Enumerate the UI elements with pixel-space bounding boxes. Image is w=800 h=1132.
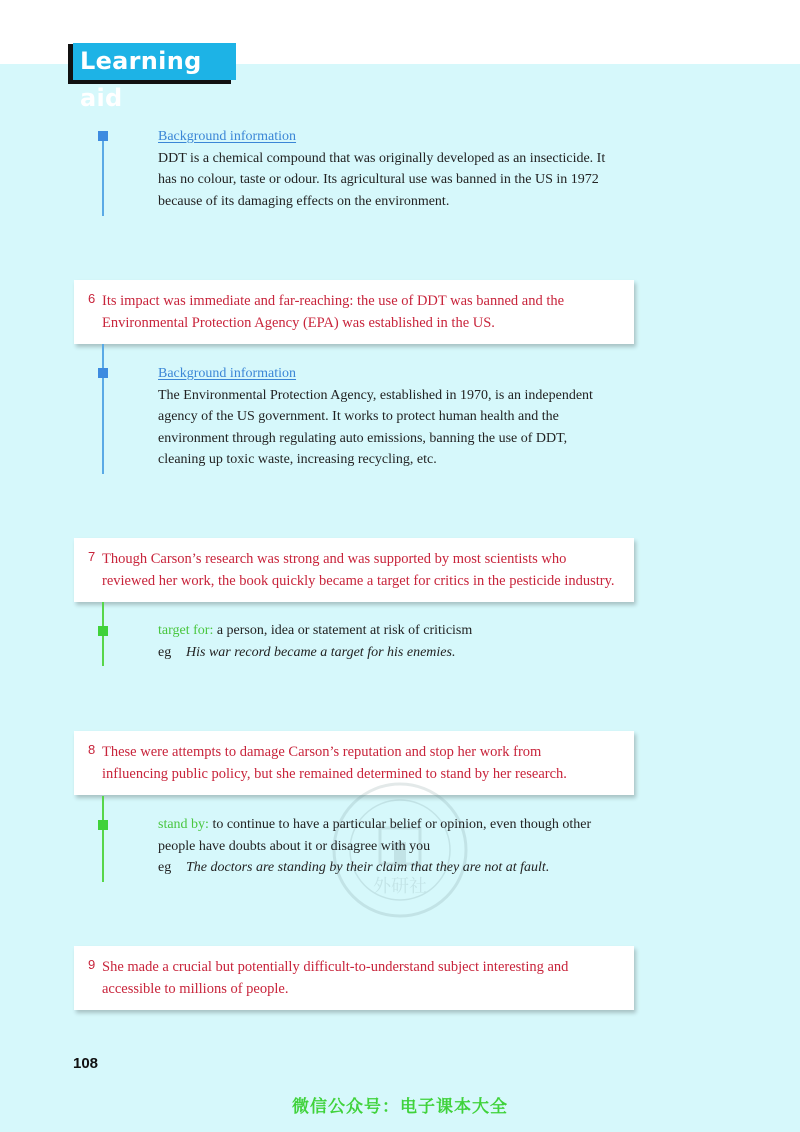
vocab-example xyxy=(158,857,638,879)
vocab-definition xyxy=(158,814,638,836)
quote-line: Environmental Protection Agency (EPA) was established in the US. xyxy=(102,315,495,331)
quote-number: 8 xyxy=(88,742,96,757)
vocab-entry xyxy=(158,814,638,879)
vocab-marker-icon xyxy=(98,820,108,830)
quote-box xyxy=(74,280,634,344)
note-line: agency of the US government. It works to protect human health and the xyxy=(158,409,559,424)
vocab-term: stand by: xyxy=(158,817,209,832)
vocab-connector-line xyxy=(102,796,104,882)
vocab-marker-icon xyxy=(98,626,108,636)
vocab-definition-text: people have doubts about it or disagree with you xyxy=(158,838,431,854)
quote-box xyxy=(74,538,634,602)
quote-number: 9 xyxy=(88,957,96,972)
eg-label: eg xyxy=(158,644,172,660)
note-line: environment through regulating auto emissions, banning the use of DDT, xyxy=(158,430,568,446)
quote-text xyxy=(102,290,624,334)
quote-number: 7 xyxy=(88,549,96,564)
background-note xyxy=(158,363,638,471)
note-title: Background information xyxy=(158,129,297,144)
page-title: Learning aid xyxy=(73,43,236,80)
example-text: His war record became a target for his enemies. xyxy=(186,644,456,660)
quote-text xyxy=(102,956,624,1000)
quote-line: Its impact was immediate and far-reaching: the use of DDT was banned and the xyxy=(102,293,565,309)
vocab-term: target for: xyxy=(158,623,214,638)
quote-line: accessible to millions of people. xyxy=(102,981,289,997)
quote-number: 6 xyxy=(88,291,96,306)
vocab-definition xyxy=(158,620,638,642)
vocab-definition-text: to continue to have a particular belief or opinion, even though other xyxy=(208,817,592,832)
quote-line: These were attempts to damage Carson’s reputation and stop her work from xyxy=(102,744,542,760)
quote-text xyxy=(102,548,624,592)
vocab-definition-text: a person, idea or statement at risk of criticism xyxy=(213,623,473,638)
quote-box xyxy=(74,946,634,1010)
quote-line: reviewed her work, the book quickly became a target for critics in the pesticide industry. xyxy=(102,573,615,589)
page-number: 108 xyxy=(73,1055,99,1072)
watermark-text: 外研社 xyxy=(373,876,427,897)
quote-line: Though Carson’s research was strong and was supported by most scientists who xyxy=(102,551,567,567)
vocab-entry xyxy=(158,620,638,663)
note-line: has no colour, taste or odour. Its agricultural use was banned in the US in 1972 xyxy=(158,172,599,187)
note-marker-icon xyxy=(98,368,108,378)
note-marker-icon xyxy=(98,131,108,141)
eg-label: eg xyxy=(158,860,172,875)
background-note xyxy=(158,126,638,212)
footer-note: 微信公众号：电子课本大全 xyxy=(292,1097,508,1117)
note-line: cleaning up toxic waste, increasing recycling, etc. xyxy=(158,452,437,467)
note-connector-line xyxy=(102,344,104,474)
example-text: The doctors are standing by their claim that they are not at fault. xyxy=(186,860,550,875)
quote-line: She made a crucial but potentially difficult-to-understand subject interesting and xyxy=(102,959,569,975)
vocab-example xyxy=(158,642,638,664)
note-connector-line xyxy=(102,134,104,216)
note-line: The Environmental Protection Agency, established in 1970, is an independent xyxy=(158,387,593,403)
note-title: Background information xyxy=(158,366,297,381)
note-line: DDT is a chemical compound that was originally developed as an insecticide. It xyxy=(158,150,606,166)
note-line: because of its damaging effects on the environment. xyxy=(158,193,450,209)
quote-line: influencing public policy, but she remained determined to stand by her research. xyxy=(102,766,567,782)
quote-text xyxy=(102,741,624,785)
